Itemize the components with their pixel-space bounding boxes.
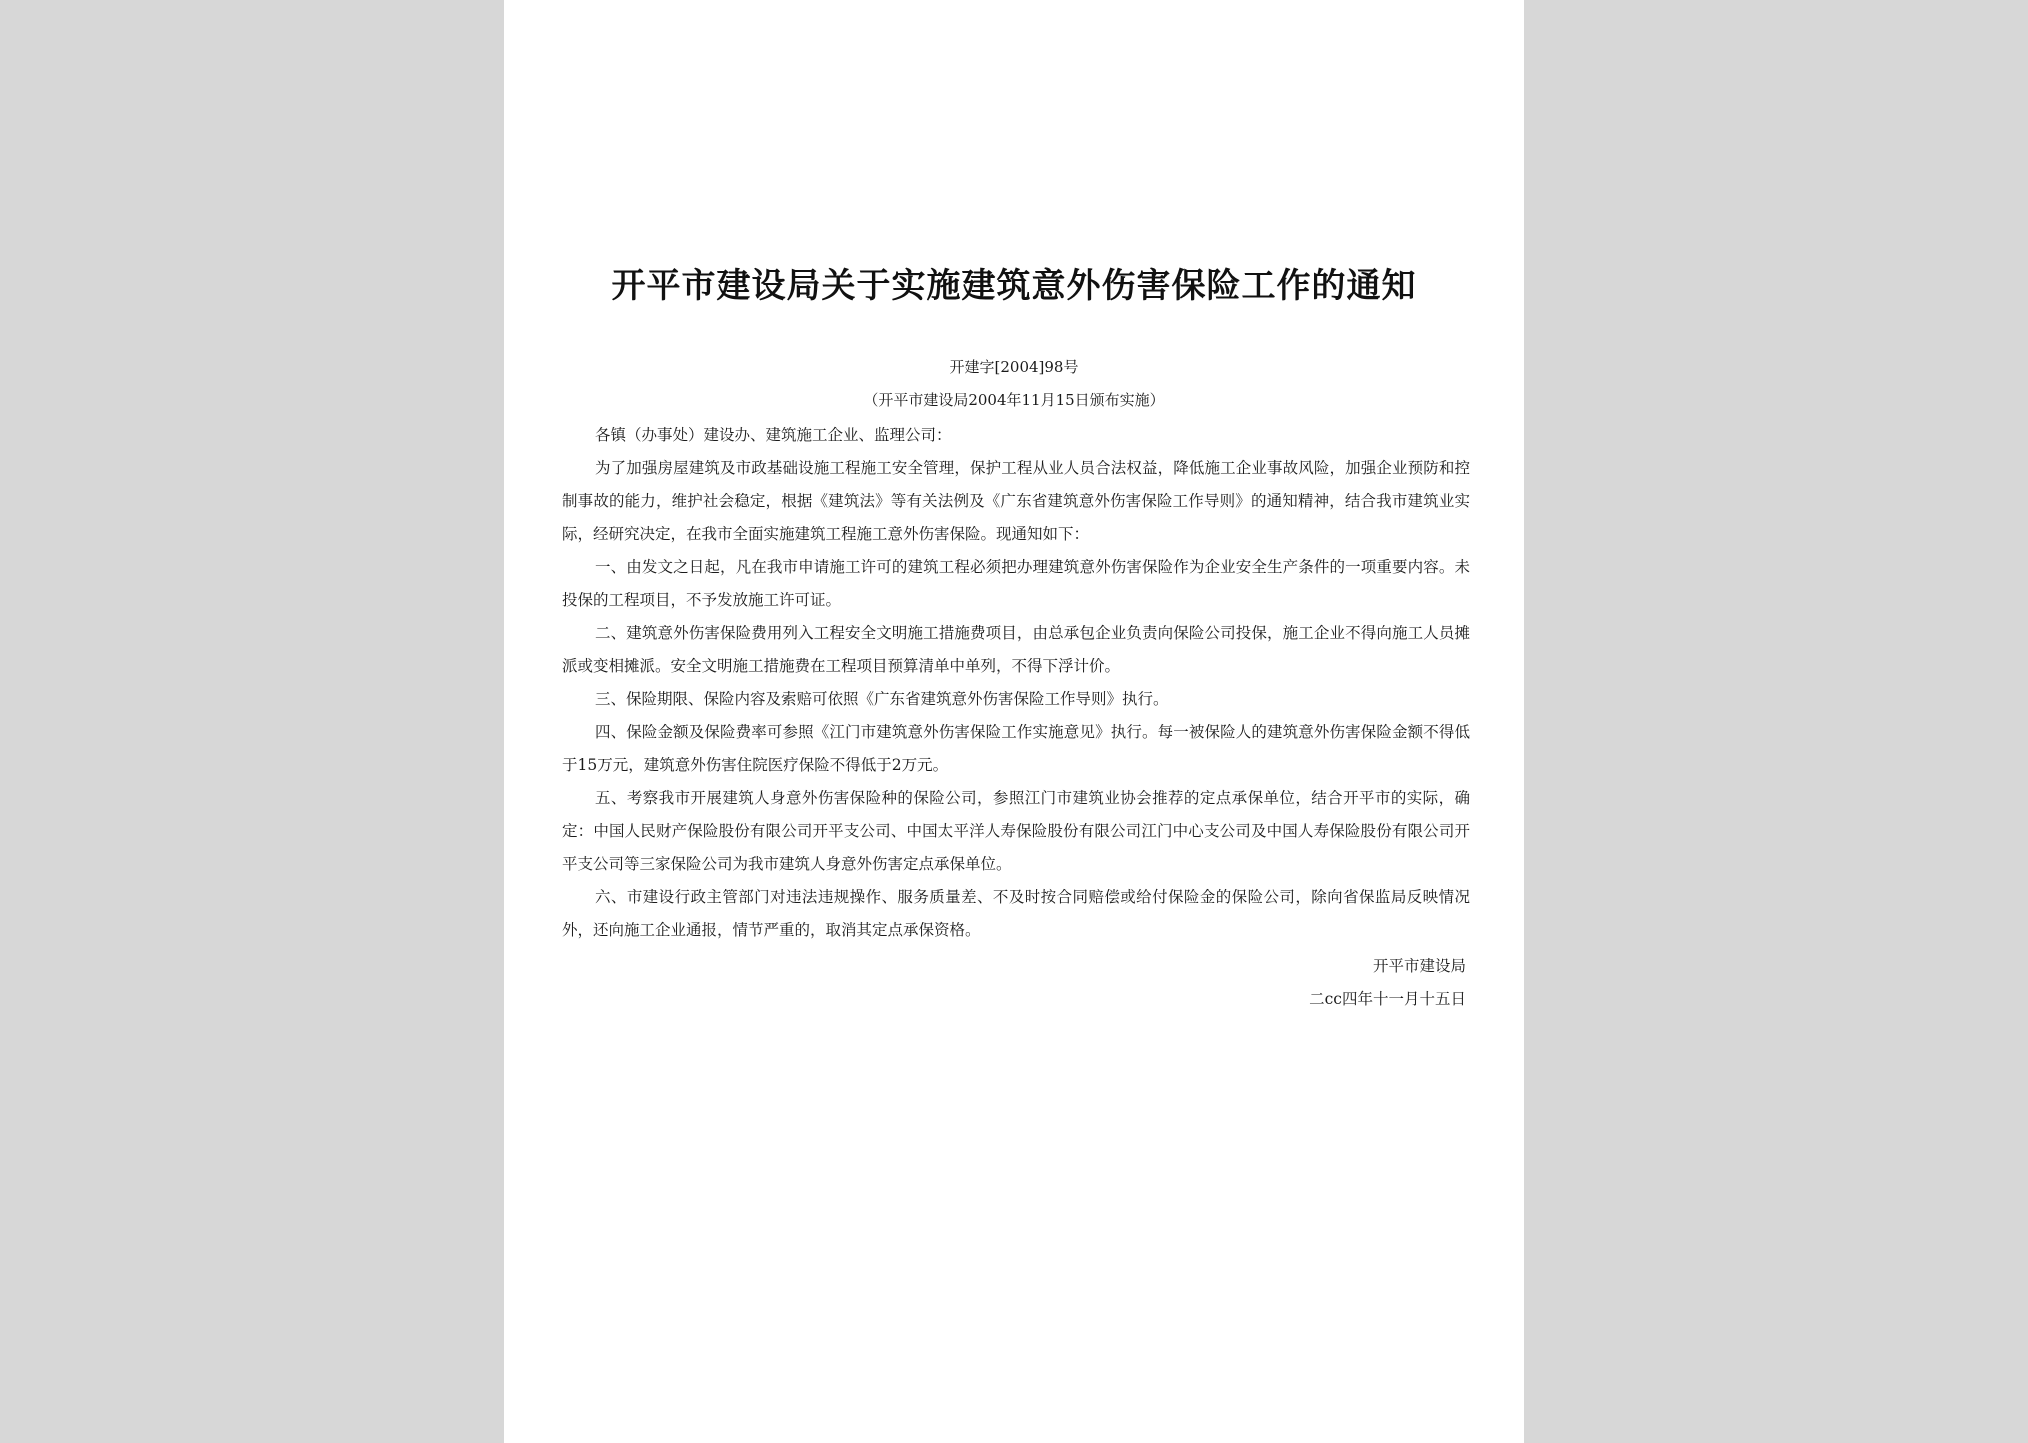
document-number: 开建字[2004]98号 bbox=[949, 358, 1079, 376]
paragraph-1: 一、由发文之日起，凡在我市申请施工许可的建筑工程必须把办理建筑意外伤害保险作为企业安全生产条件的一项重要内容。未投保的工程项目，不予发放施工许可证。 bbox=[562, 558, 1470, 609]
paragraph-6: 六、市建设行政主管部门对违法违规操作、服务质量差、不及时按合同赔偿或给付保险金的保险公司，除向省保监局反映情况外，还向施工企业通报，情节严重的，取消其定点承保资格。 bbox=[562, 888, 1470, 939]
paragraph-4: 四、保险金额及保险费率可参照《江门市建筑意外伤害保险工作实施意见》执行。每一被保险人的建筑意外伤害保险金额不得低于15万元，建筑意外伤害住院医疗保险不得低于2万元。 bbox=[562, 723, 1470, 774]
document-body bbox=[562, 419, 1470, 947]
signature-block bbox=[1309, 950, 1466, 1016]
document-page bbox=[504, 0, 1524, 1443]
signer: 开平市建设局 bbox=[1372, 957, 1466, 975]
paragraph-intro: 为了加强房屋建筑及市政基础设施工程施工安全管理，保护工程从业人员合法权益，降低施工企业事故风险，加强企业预防和控制事故的能力，维护社会稳定，根据《建筑法》等有关法例及《广东省建筑意外伤害保险工作导则》的通知精神，结合我市建筑业实际，经研究决定，在我市全面实施建筑工程施工意外伤害保险。现通知如下： bbox=[562, 459, 1470, 543]
issue-date: 二cc四年十一月十五日 bbox=[1309, 990, 1466, 1008]
paragraph-2: 二、建筑意外伤害保险费用列入工程安全文明施工措施费项目，由总承包企业负责向保险公司投保，施工企业不得向施工人员摊派或变相摊派。安全文明施工措施费在工程项目预算清单中单列，不得下浮计价。 bbox=[562, 624, 1470, 675]
document-title: 开平市建设局关于实施建筑意外伤害保险工作的通知 bbox=[611, 266, 1417, 306]
paragraph-5: 五、考察我市开展建筑人身意外伤害保险种的保险公司，参照江门市建筑业协会推荐的定点承保单位，结合开平市的实际，确定：中国人民财产保险股份有限公司开平支公司、中国太平洋人寿保险股份有限公司江门中心支公司及中国人寿保险股份有限公司开平支公司等三家保险公司为我市建筑人身意外伤害定点承保单位。 bbox=[562, 789, 1470, 873]
addressee: 各镇（办事处）建设办、建筑施工企业、监理公司： bbox=[595, 426, 952, 444]
issued-note: （开平市建设局2004年11月15日颁布实施） bbox=[863, 391, 1165, 409]
paragraph-3: 三、保险期限、保险内容及索赔可依照《广东省建筑意外伤害保险工作导则》执行。 bbox=[595, 690, 1169, 708]
